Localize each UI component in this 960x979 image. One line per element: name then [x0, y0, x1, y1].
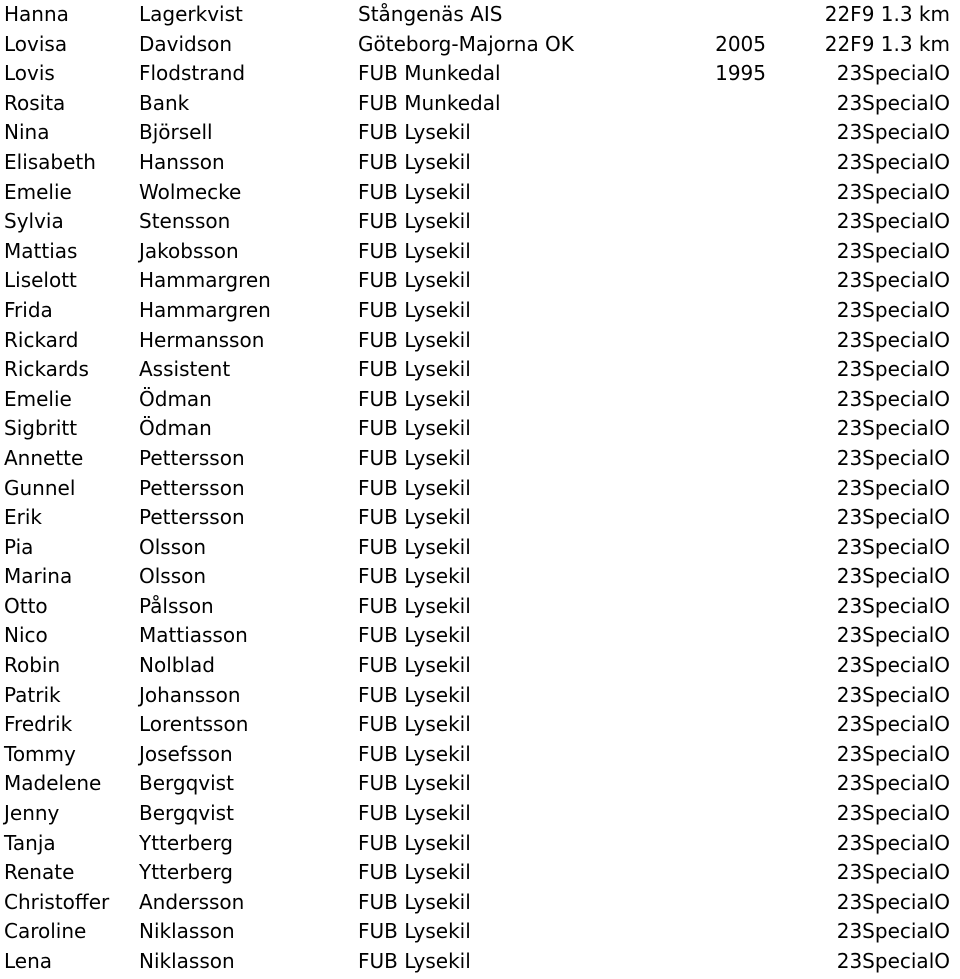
first-name-cell: Sylvia: [4, 209, 64, 234]
last-name-cell: Stensson: [139, 209, 231, 234]
club-cell: FUB Lysekil: [358, 416, 471, 441]
table-row: [0, 89, 960, 119]
club-cell: FUB Lysekil: [358, 327, 471, 352]
first-name-cell: Fredrik: [4, 712, 73, 737]
first-name-cell: Tanja: [4, 830, 56, 855]
first-name-cell: Elisabeth: [4, 149, 96, 174]
table-row: [0, 118, 960, 148]
table-row: [0, 385, 960, 415]
club-cell: FUB Lysekil: [358, 445, 471, 470]
club-cell: FUB Lysekil: [358, 801, 471, 826]
table-row: [0, 266, 960, 296]
class-cell: 23SpecialO: [836, 712, 950, 737]
last-name-cell: Pålsson: [139, 593, 214, 618]
first-name-cell: Rickard: [4, 327, 79, 352]
last-name-cell: Bank: [139, 90, 190, 115]
first-name-cell: Robin: [4, 653, 61, 678]
club-cell: FUB Lysekil: [358, 830, 471, 855]
first-name-cell: Lena: [4, 949, 53, 973]
class-cell: 23SpecialO: [836, 801, 950, 826]
class-cell: 23SpecialO: [836, 297, 950, 322]
table-row: [0, 710, 960, 740]
class-cell: 23SpecialO: [836, 209, 950, 234]
class-cell: 23SpecialO: [836, 61, 950, 86]
table-row: [0, 30, 960, 60]
table-row: [0, 0, 960, 30]
first-name-cell: Erik: [4, 505, 42, 530]
class-cell: 22F9 1.3 km: [824, 2, 950, 26]
class-cell: 23SpecialO: [836, 949, 950, 973]
first-name-cell: Renate: [4, 860, 75, 885]
last-name-cell: Ödman: [139, 386, 212, 411]
first-name-cell: Gunnel: [4, 475, 76, 500]
first-name-cell: Liselott: [4, 268, 77, 293]
class-cell: 23SpecialO: [836, 268, 950, 293]
class-cell: 23SpecialO: [836, 682, 950, 707]
last-name-cell: Jakobsson: [139, 238, 239, 263]
table-row: [0, 326, 960, 356]
last-name-cell: Wolmecke: [139, 179, 242, 204]
last-name-cell: Ytterberg: [139, 860, 233, 885]
table-row: [0, 296, 960, 326]
class-cell: 23SpecialO: [836, 475, 950, 500]
club-cell: FUB Lysekil: [358, 475, 471, 500]
table-row: [0, 178, 960, 208]
club-cell: Stångenäs AIS: [358, 2, 503, 26]
birth-year-cell: 2005: [715, 31, 766, 56]
club-cell: FUB Munkedal: [358, 61, 501, 86]
class-cell: 23SpecialO: [836, 889, 950, 914]
last-name-cell: Lagerkvist: [139, 2, 243, 26]
last-name-cell: Björsell: [139, 120, 213, 145]
club-cell: FUB Lysekil: [358, 386, 471, 411]
last-name-cell: Olsson: [139, 534, 207, 559]
class-cell: 23SpecialO: [836, 534, 950, 559]
class-cell: 22F9 1.3 km: [824, 31, 950, 56]
class-cell: 23SpecialO: [836, 445, 950, 470]
class-cell: 23SpecialO: [836, 179, 950, 204]
class-cell: 23SpecialO: [836, 919, 950, 944]
table-row: [0, 888, 960, 918]
club-cell: FUB Lysekil: [358, 238, 471, 263]
last-name-cell: Niklasson: [139, 919, 235, 944]
first-name-cell: Tommy: [4, 741, 76, 766]
table-row: [0, 681, 960, 711]
table-row: [0, 769, 960, 799]
first-name-cell: Otto: [4, 593, 48, 618]
club-cell: FUB Lysekil: [358, 209, 471, 234]
club-cell: FUB Lysekil: [358, 771, 471, 796]
class-cell: 23SpecialO: [836, 564, 950, 589]
first-name-cell: Annette: [4, 445, 84, 470]
class-cell: 23SpecialO: [836, 327, 950, 352]
table-row: [0, 592, 960, 622]
last-name-cell: Bergqvist: [139, 771, 234, 796]
last-name-cell: Hammargren: [139, 297, 271, 322]
first-name-cell: Nico: [4, 623, 48, 648]
table-row: [0, 621, 960, 651]
class-cell: 23SpecialO: [836, 623, 950, 648]
first-name-cell: Lovis: [4, 61, 55, 86]
table-row: [0, 148, 960, 178]
club-cell: FUB Lysekil: [358, 653, 471, 678]
club-cell: FUB Lysekil: [358, 593, 471, 618]
last-name-cell: Mattiasson: [139, 623, 248, 648]
last-name-cell: Ytterberg: [139, 830, 233, 855]
last-name-cell: Flodstrand: [139, 61, 246, 86]
class-cell: 23SpecialO: [836, 860, 950, 885]
club-cell: FUB Lysekil: [358, 149, 471, 174]
first-name-cell: Frida: [4, 297, 53, 322]
table-row: [0, 829, 960, 859]
club-cell: FUB Lysekil: [358, 268, 471, 293]
class-cell: 23SpecialO: [836, 386, 950, 411]
last-name-cell: Lorentsson: [139, 712, 249, 737]
table-row: [0, 59, 960, 89]
club-cell: FUB Lysekil: [358, 712, 471, 737]
table-row: [0, 207, 960, 237]
club-cell: FUB Munkedal: [358, 90, 501, 115]
table-row: [0, 503, 960, 533]
first-name-cell: Pia: [4, 534, 34, 559]
table-row: [0, 947, 960, 977]
first-name-cell: Patrik: [4, 682, 61, 707]
first-name-cell: Lovisa: [4, 31, 68, 56]
class-cell: 23SpecialO: [836, 505, 950, 530]
class-cell: 23SpecialO: [836, 653, 950, 678]
club-cell: FUB Lysekil: [358, 564, 471, 589]
club-cell: FUB Lysekil: [358, 949, 471, 973]
class-cell: 23SpecialO: [836, 357, 950, 382]
club-cell: FUB Lysekil: [358, 120, 471, 145]
class-cell: 23SpecialO: [836, 771, 950, 796]
table-row: [0, 533, 960, 563]
table-row: [0, 740, 960, 770]
club-cell: FUB Lysekil: [358, 179, 471, 204]
table-row: [0, 651, 960, 681]
last-name-cell: Olsson: [139, 564, 207, 589]
club-cell: FUB Lysekil: [358, 623, 471, 648]
last-name-cell: Pettersson: [139, 445, 245, 470]
first-name-cell: Caroline: [4, 919, 87, 944]
club-cell: FUB Lysekil: [358, 741, 471, 766]
table-row: [0, 237, 960, 267]
club-cell: FUB Lysekil: [358, 297, 471, 322]
birth-year-cell: 1995: [715, 61, 766, 86]
first-name-cell: Madelene: [4, 771, 102, 796]
last-name-cell: Davidson: [139, 31, 233, 56]
class-cell: 23SpecialO: [836, 830, 950, 855]
first-name-cell: Emelie: [4, 386, 72, 411]
club-cell: FUB Lysekil: [358, 534, 471, 559]
class-cell: 23SpecialO: [836, 149, 950, 174]
first-name-cell: Nina: [4, 120, 50, 145]
class-cell: 23SpecialO: [836, 90, 950, 115]
table-row: [0, 917, 960, 947]
last-name-cell: Bergqvist: [139, 801, 234, 826]
club-cell: Göteborg-Majorna OK: [358, 31, 574, 56]
first-name-cell: Sigbritt: [4, 416, 78, 441]
last-name-cell: Andersson: [139, 889, 245, 914]
table-row: [0, 444, 960, 474]
club-cell: FUB Lysekil: [358, 505, 471, 530]
last-name-cell: Hermansson: [139, 327, 265, 352]
table-row: [0, 858, 960, 888]
first-name-cell: Emelie: [4, 179, 72, 204]
first-name-cell: Rosita: [4, 90, 66, 115]
table-row: [0, 474, 960, 504]
class-cell: 23SpecialO: [836, 416, 950, 441]
last-name-cell: Niklasson: [139, 949, 235, 973]
class-cell: 23SpecialO: [836, 120, 950, 145]
last-name-cell: Johansson: [139, 682, 241, 707]
last-name-cell: Pettersson: [139, 475, 245, 500]
first-name-cell: Christoffer: [4, 889, 110, 914]
club-cell: FUB Lysekil: [358, 919, 471, 944]
last-name-cell: Pettersson: [139, 505, 245, 530]
last-name-cell: Ödman: [139, 416, 212, 441]
first-name-cell: Hanna: [4, 2, 69, 26]
club-cell: FUB Lysekil: [358, 860, 471, 885]
last-name-cell: Hammargren: [139, 268, 271, 293]
club-cell: FUB Lysekil: [358, 889, 471, 914]
first-name-cell: Mattias: [4, 238, 78, 263]
first-name-cell: Jenny: [4, 801, 60, 826]
last-name-cell: Assistent: [139, 357, 231, 382]
first-name-cell: Rickards: [4, 357, 89, 382]
table-row: [0, 562, 960, 592]
class-cell: 23SpecialO: [836, 238, 950, 263]
first-name-cell: Marina: [4, 564, 73, 589]
last-name-cell: Hansson: [139, 149, 225, 174]
club-cell: FUB Lysekil: [358, 682, 471, 707]
table-row: [0, 355, 960, 385]
table-row: [0, 799, 960, 829]
last-name-cell: Josefsson: [139, 741, 233, 766]
class-cell: 23SpecialO: [836, 593, 950, 618]
table-row: [0, 414, 960, 444]
last-name-cell: Nolblad: [139, 653, 215, 678]
class-cell: 23SpecialO: [836, 741, 950, 766]
club-cell: FUB Lysekil: [358, 357, 471, 382]
